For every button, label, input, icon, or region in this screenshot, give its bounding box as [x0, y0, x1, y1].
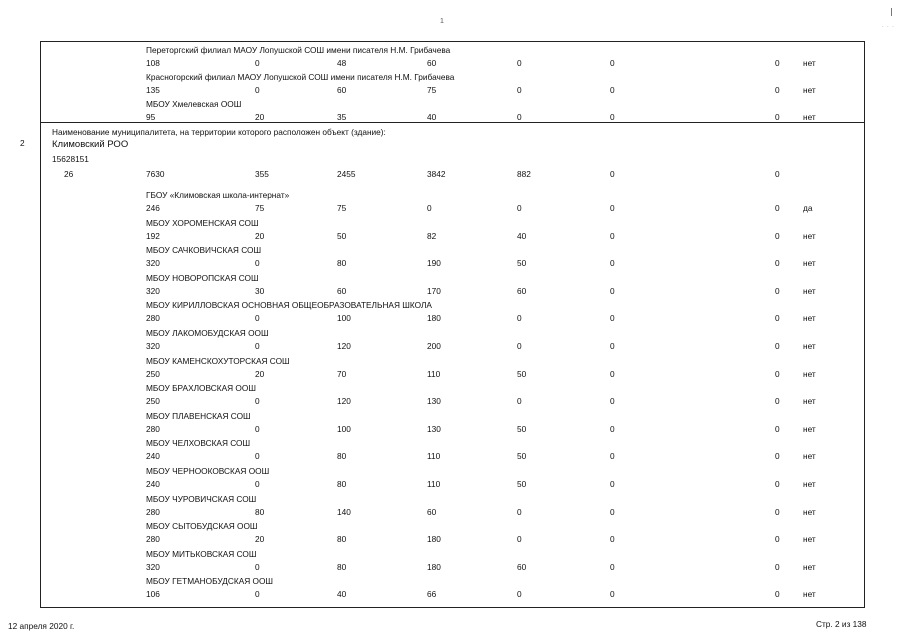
school-capacity: 320	[146, 561, 160, 572]
school-value-5: 50	[517, 258, 527, 269]
school-value-7: 0	[775, 561, 780, 572]
school-value-6: 0	[610, 396, 615, 407]
school-name: МБОУ ПЛАВЕНСКАЯ СОШ	[146, 410, 251, 421]
school-capacity: 240	[146, 451, 160, 462]
municipality-caption: Наименование муниципалитета, на территории которого расположен объект (здание):	[52, 127, 386, 137]
school-capacity: 320	[146, 258, 160, 269]
school-value-2: 20	[255, 112, 265, 122]
school-name: МБОУ НОВОРОПСКАЯ СОШ	[146, 272, 259, 283]
school-value-7: 0	[775, 112, 780, 122]
school-value-5: 50	[517, 368, 527, 379]
school-value-7: 0	[775, 451, 780, 462]
school-name: МБОУ СЫТОБУДСКАЯ ООШ	[146, 521, 258, 532]
school-value-2: 75	[255, 203, 265, 213]
school-value-4: 60	[427, 506, 437, 517]
school-value-4: 130	[427, 396, 441, 407]
municipality-divider	[40, 122, 865, 123]
school-flag: нет	[803, 589, 816, 600]
school-capacity: 240	[146, 479, 160, 489]
municipality-total-8: 0	[775, 169, 780, 179]
school-name: МБОУ ЧУРОВИЧСКАЯ СОШ	[146, 493, 257, 504]
school-value-4: 190	[427, 258, 441, 269]
school-value-2: 0	[255, 479, 260, 489]
table-left-border	[40, 41, 41, 607]
school-name: МБОУ САЧКОВИЧСКАЯ СОШ	[146, 245, 262, 256]
school-value-3: 80	[337, 258, 347, 269]
table-bottom-border	[40, 607, 865, 608]
school-value-7: 0	[775, 258, 780, 269]
school-name: МБОУ БРАХЛОВСКАЯ ООШ	[146, 383, 256, 394]
school-value-3: 80	[337, 561, 347, 572]
school-value-3: 80	[337, 479, 347, 489]
municipality-total-6: 882	[517, 169, 531, 179]
school-value-2: 20	[255, 534, 265, 545]
school-value-4: 110	[427, 451, 441, 462]
school-value-5: 0	[517, 396, 522, 407]
school-name: МБОУ ЛАКОМОБУДСКАЯ ООШ	[146, 328, 269, 338]
municipality-total-3: 355	[255, 169, 269, 179]
school-value-3: 60	[337, 285, 347, 296]
school-name: МБОУ КАМЕНСКОХУТОРСКАЯ СОШ	[146, 355, 290, 366]
school-value-5: 0	[517, 589, 522, 600]
school-value-4: 60	[427, 58, 437, 68]
school-name: ГБОУ «Климовская школа-интернат»	[146, 190, 290, 200]
municipality-index: 2	[20, 138, 25, 148]
school-value-3: 140	[337, 506, 351, 517]
school-value-4: 110	[427, 479, 441, 489]
footer-page-number: Стр. 2 из 138	[816, 619, 867, 629]
school-value-4: 0	[427, 203, 432, 213]
school-value-6: 0	[610, 313, 615, 324]
school-value-2: 0	[255, 85, 260, 95]
municipality-total-1: 26	[64, 169, 74, 179]
municipality-name: Климовский РОО	[52, 139, 129, 150]
school-value-7: 0	[775, 396, 780, 407]
school-value-5: 50	[517, 479, 527, 489]
school-value-3: 120	[337, 396, 351, 407]
school-capacity: 106	[146, 589, 160, 600]
school-value-5: 0	[517, 341, 522, 351]
school-name: МБОУ ЧЕРНООКОВСКАЯ ООШ	[146, 466, 270, 476]
school-value-7: 0	[775, 589, 780, 600]
school-value-2: 0	[255, 258, 260, 269]
school-value-6: 0	[610, 58, 615, 68]
school-name: МБОУ ХОРОМЕНСКАЯ СОШ	[146, 217, 259, 228]
school-value-6: 0	[610, 561, 615, 572]
school-value-4: 180	[427, 561, 441, 572]
school-value-7: 0	[775, 423, 780, 434]
school-name: МБОУ ГЕТМАНОБУДСКАЯ ООШ	[146, 576, 274, 587]
school-flag: нет	[803, 112, 816, 122]
school-flag: нет	[803, 58, 816, 68]
municipality-total-7: 0	[610, 169, 615, 179]
school-value-5: 40	[517, 230, 527, 241]
school-value-3: 120	[337, 341, 351, 351]
school-capacity: 280	[146, 423, 160, 434]
school-value-4: 200	[427, 341, 441, 351]
municipality-total-5: 3842	[427, 169, 446, 179]
school-flag: нет	[803, 85, 816, 95]
school-value-7: 0	[775, 58, 780, 68]
school-value-3: 80	[337, 451, 347, 462]
school-value-6: 0	[610, 423, 615, 434]
municipality-code: 15628151	[52, 154, 89, 164]
school-value-2: 20	[255, 230, 265, 241]
school-capacity: 320	[146, 341, 160, 351]
school-flag: нет	[803, 451, 816, 462]
municipality-total-4: 2455	[337, 169, 356, 179]
school-flag: нет	[803, 341, 816, 351]
school-value-5: 0	[517, 534, 522, 545]
school-value-2: 80	[255, 506, 265, 517]
school-value-4: 75	[427, 85, 437, 95]
school-value-4: 170	[427, 285, 441, 296]
school-value-6: 0	[610, 285, 615, 296]
school-flag: нет	[803, 368, 816, 379]
school-value-5: 50	[517, 451, 527, 462]
school-value-4: 130	[427, 423, 441, 434]
school-value-2: 0	[255, 313, 260, 324]
school-value-6: 0	[610, 451, 615, 462]
school-value-3: 100	[337, 423, 351, 434]
school-value-6: 0	[610, 589, 615, 600]
school-value-2: 30	[255, 285, 265, 296]
school-value-5: 0	[517, 313, 522, 324]
school-value-6: 0	[610, 506, 615, 517]
school-capacity: 192	[146, 230, 160, 241]
school-capacity: 246	[146, 203, 160, 213]
school-capacity: 250	[146, 368, 160, 379]
school-value-3: 75	[337, 203, 347, 213]
school-name: МБОУ Хмелевская ООШ	[146, 99, 242, 109]
school-flag: нет	[803, 230, 816, 241]
school-value-3: 50	[337, 230, 347, 241]
school-value-7: 0	[775, 285, 780, 296]
school-value-6: 0	[610, 258, 615, 269]
school-value-6: 0	[610, 85, 615, 95]
school-value-6: 0	[610, 341, 615, 351]
school-value-7: 0	[775, 341, 780, 351]
school-value-6: 0	[610, 203, 615, 213]
school-value-3: 48	[337, 58, 347, 68]
school-value-6: 0	[610, 368, 615, 379]
school-name: МБОУ МИТЬКОВСКАЯ СОШ	[146, 548, 257, 559]
school-value-6: 0	[610, 112, 615, 122]
school-value-4: 40	[427, 112, 437, 122]
school-value-7: 0	[775, 368, 780, 379]
school-value-4: 180	[427, 534, 441, 545]
school-flag: нет	[803, 479, 816, 489]
school-capacity: 320	[146, 285, 160, 296]
school-flag: нет	[803, 285, 816, 296]
school-flag: нет	[803, 313, 816, 324]
school-value-2: 0	[255, 589, 260, 600]
school-value-3: 40	[337, 589, 347, 600]
school-capacity: 280	[146, 506, 160, 517]
school-name: Переторгский филиал МАОУ Лопушской СОШ имени писателя Н.М. Грибачева	[146, 45, 451, 55]
municipality-total-2: 7630	[146, 169, 165, 179]
school-capacity: 280	[146, 313, 160, 324]
school-flag: нет	[803, 258, 816, 269]
page-top-mark: 1	[440, 18, 444, 25]
school-value-3: 35	[337, 112, 347, 122]
school-value-5: 60	[517, 561, 527, 572]
school-value-4: 82	[427, 230, 437, 241]
school-value-7: 0	[775, 313, 780, 324]
school-value-3: 100	[337, 313, 351, 324]
school-flag: да	[803, 203, 813, 213]
school-value-5: 0	[517, 112, 522, 122]
table-top-border	[40, 41, 865, 42]
school-value-7: 0	[775, 230, 780, 241]
school-value-4: 66	[427, 589, 437, 600]
school-flag: нет	[803, 423, 816, 434]
school-capacity: 108	[146, 58, 160, 68]
school-value-7: 0	[775, 506, 780, 517]
school-value-2: 20	[255, 368, 265, 379]
school-flag: нет	[803, 396, 816, 407]
school-value-2: 0	[255, 451, 260, 462]
school-value-5: 0	[517, 506, 522, 517]
school-value-2: 0	[255, 396, 260, 407]
school-value-6: 0	[610, 479, 615, 489]
school-value-3: 60	[337, 85, 347, 95]
school-flag: нет	[803, 506, 816, 517]
school-capacity: 250	[146, 396, 160, 407]
school-value-5: 0	[517, 203, 522, 213]
school-flag: нет	[803, 534, 816, 545]
school-value-3: 70	[337, 368, 347, 379]
school-value-3: 80	[337, 534, 347, 545]
school-flag: нет	[803, 561, 816, 572]
school-value-7: 0	[775, 479, 780, 489]
school-value-5: 50	[517, 423, 527, 434]
school-value-7: 0	[775, 203, 780, 213]
school-value-5: 60	[517, 285, 527, 296]
school-name: Красногорский филиал МАОУ Лопушской СОШ имени писателя Н.М. Грибачева	[146, 72, 455, 82]
school-capacity: 280	[146, 534, 160, 545]
scan-edge-mark	[891, 8, 892, 16]
school-name: МБОУ ЧЕЛХОВСКАЯ СОШ	[146, 438, 251, 449]
school-value-7: 0	[775, 85, 780, 95]
school-name: МБОУ КИРИЛЛОВСКАЯ ОСНОВНАЯ ОБЩЕОБРАЗОВАТЕЛЬНАЯ ШКОЛА	[146, 300, 432, 311]
school-capacity: 95	[146, 112, 156, 122]
scan-edge-dots: · · ·	[882, 24, 895, 30]
school-value-5: 0	[517, 58, 522, 68]
school-value-4: 110	[427, 368, 441, 379]
footer-date: 12 апреля 2020 г.	[8, 621, 75, 631]
school-value-6: 0	[610, 230, 615, 241]
school-capacity: 135	[146, 85, 160, 95]
school-value-2: 0	[255, 341, 260, 351]
school-value-2: 0	[255, 423, 260, 434]
school-value-5: 0	[517, 85, 522, 95]
school-value-6: 0	[610, 534, 615, 545]
school-value-4: 180	[427, 313, 441, 324]
school-value-2: 0	[255, 561, 260, 572]
school-value-7: 0	[775, 534, 780, 545]
school-value-2: 0	[255, 58, 260, 68]
table-right-border	[864, 41, 865, 607]
